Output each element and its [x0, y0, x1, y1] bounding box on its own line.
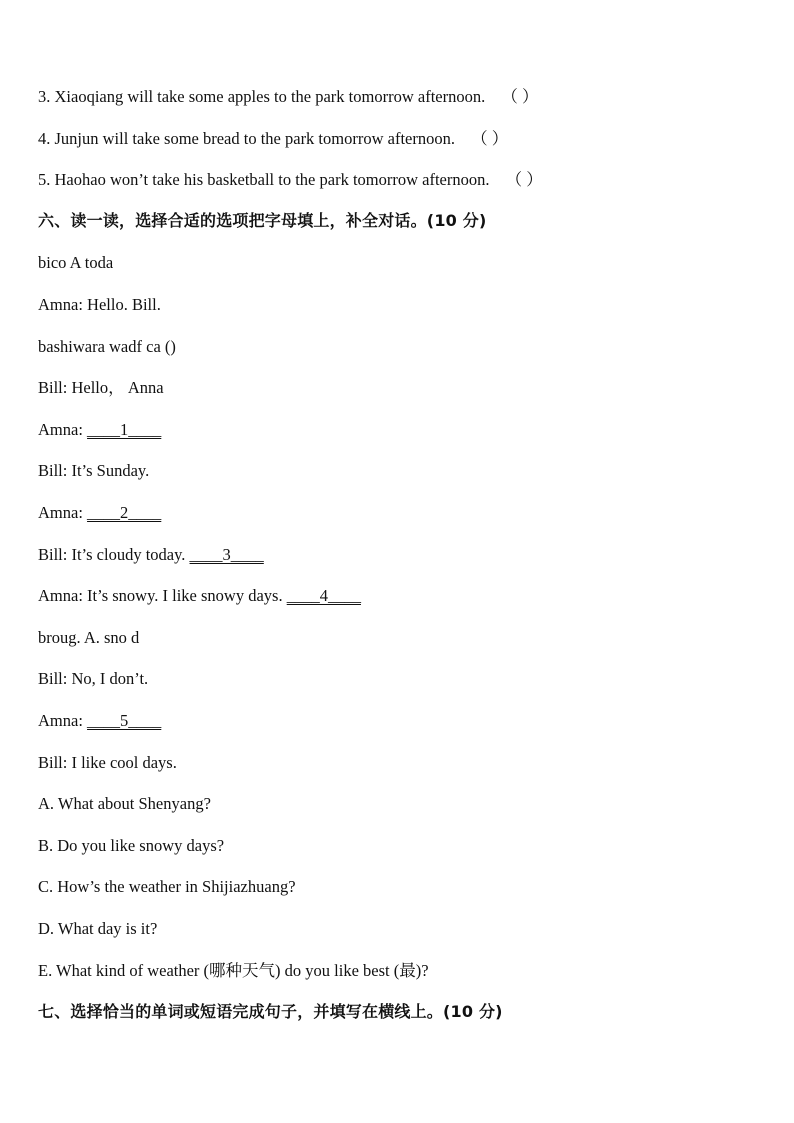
section-6-heading: 六、读一读，选择合适的选项把字母填上，补全对话。(10 分): [38, 211, 487, 230]
answer-parentheses: （ ）: [471, 129, 509, 148]
section-7-heading: 七、选择恰当的单词或短语完成句子，并填写在横线上。(10 分): [38, 1002, 503, 1021]
answer-blank-2[interactable]: ____2____: [87, 503, 162, 522]
option-b: B. Do you like snowy days?: [38, 836, 225, 855]
answer-blank-4[interactable]: ____4____: [286, 586, 361, 605]
answer-blank-1[interactable]: ____1____: [87, 420, 162, 439]
dialog-blank-line-5: [38, 711, 161, 731]
noise-text: broug. A. sno d: [38, 628, 140, 647]
judge-item-4: [38, 129, 508, 149]
dialog-line: Bill: I like cool days.: [38, 753, 177, 772]
dialog-line: Bill: No, I don’t.: [38, 669, 149, 688]
option-a: A. What about Shenyang?: [38, 794, 211, 813]
noise-text: bico A toda: [38, 253, 114, 272]
answer-parentheses: （ ）: [505, 170, 543, 189]
dialog-line: Bill: Hello， Anna: [38, 378, 164, 397]
option-c: C. How’s the weather in Shijiazhuang?: [38, 877, 296, 896]
dialog-line: Amna: Hello. Bill.: [38, 295, 161, 314]
judge-item-5: [38, 170, 543, 190]
answer-parentheses: （ ）: [501, 87, 539, 106]
judge-item-text: 5. Haohao won’t take his basketball to the park tomorrow afternoon.: [38, 170, 490, 189]
speaker-label: Amna: It’s snowy. I like snowy days.: [38, 586, 287, 605]
speaker-label: Amna:: [38, 711, 88, 730]
answer-blank-5[interactable]: ____5____: [87, 711, 162, 730]
judge-item-text: 3. Xiaoqiang will take some apples to the park tomorrow afternoon.: [38, 87, 486, 106]
dialog-blank-line-3: [38, 545, 264, 565]
judge-item-text: 4. Junjun will take some bread to the park tomorrow afternoon.: [38, 129, 455, 148]
speaker-label: Amna:: [38, 420, 88, 439]
dialog-blank-line-4: [38, 586, 361, 606]
noise-text: bashiwara wadf ca (): [38, 337, 176, 356]
dialog-blank-line-1: [38, 420, 161, 440]
speaker-label: Amna:: [38, 503, 88, 522]
answer-blank-3[interactable]: ____3____: [189, 545, 264, 564]
speaker-label: Bill: It’s cloudy today.: [38, 545, 190, 564]
option-d: D. What day is it?: [38, 919, 158, 938]
option-e: E. What kind of weather (哪种天气) do you like best (最)?: [38, 961, 429, 980]
judge-item-3: [38, 87, 538, 107]
dialog-blank-line-2: [38, 503, 161, 523]
dialog-line: Bill: It’s Sunday.: [38, 461, 150, 480]
